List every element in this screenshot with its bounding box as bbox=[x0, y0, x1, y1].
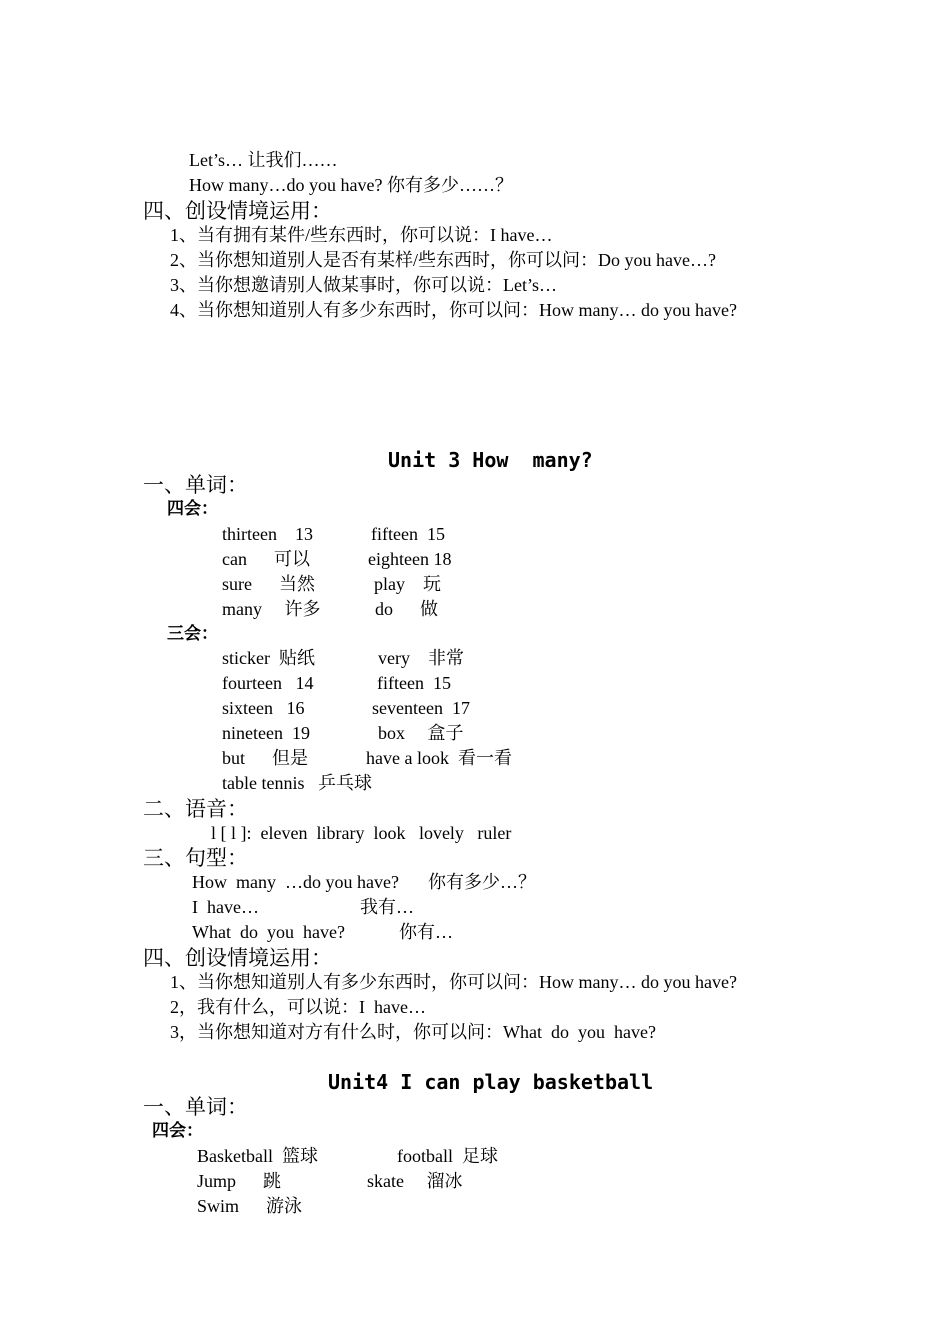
section-heading: 四、创设情境运用： bbox=[143, 199, 332, 223]
usage-item: 1、当你想知道别人有多少东西时，你可以问：How many… do you have? bbox=[170, 972, 737, 992]
word-entry: many 许多 bbox=[222, 599, 321, 619]
word-entry: fifteen 15 bbox=[371, 524, 445, 544]
word-entry: very 非常 bbox=[378, 648, 464, 668]
four-skill-label: 四会： bbox=[152, 1121, 203, 1141]
usage-item: 2，我有什么，可以说：I have… bbox=[170, 997, 426, 1017]
usage-item: 4、当你想知道别人有多少东西时，你可以问：How many… do you have? bbox=[170, 300, 737, 320]
word-entry: football 足球 bbox=[397, 1146, 498, 1166]
sentence-zh: 你有多少…？ bbox=[428, 872, 536, 892]
word-entry: thirteen 13 bbox=[222, 524, 313, 544]
word-entry: sure 当然 bbox=[222, 574, 315, 594]
howmany-line: How many…do you have? 你有多少……？ bbox=[189, 175, 513, 195]
word-entry: can 可以 bbox=[222, 549, 310, 569]
phonics-line: l [ l ]: eleven library look lovely ruler bbox=[211, 823, 512, 843]
word-entry: have a look 看一看 bbox=[366, 748, 512, 768]
four-skill-label: 四会： bbox=[167, 499, 218, 519]
unit3-title: Unit 3 How many? bbox=[388, 448, 593, 472]
word-entry: play 玩 bbox=[374, 574, 441, 594]
word-entry: sticker 贴纸 bbox=[222, 648, 315, 668]
word-entry: do 做 bbox=[375, 599, 438, 619]
word-entry: seventeen 17 bbox=[372, 698, 470, 718]
phonics-heading: 二、语音： bbox=[143, 797, 248, 821]
word-entry: fourteen 14 bbox=[222, 673, 314, 693]
word-entry: eighteen 18 bbox=[368, 549, 452, 569]
word-entry: table tennis 乒乓球 bbox=[222, 773, 372, 793]
unit4-title: Unit4 I can play basketball bbox=[328, 1070, 654, 1094]
sentence-en: I have… bbox=[192, 897, 259, 917]
usage-item: 3，当你想知道对方有什么时，你可以问：What do you have? bbox=[170, 1022, 656, 1042]
word-entry: box 盒子 bbox=[378, 723, 464, 743]
usage-item: 3、当你想邀请别人做某事时，你可以说：Let’s… bbox=[170, 275, 557, 295]
word-entry: Swim 游泳 bbox=[197, 1196, 303, 1216]
word-entry: fifteen 15 bbox=[377, 673, 451, 693]
sentence-zh: 我有… bbox=[360, 897, 414, 917]
sentence-en: How many …do you have? bbox=[192, 872, 399, 892]
vocab-heading: 一、单词： bbox=[143, 1095, 248, 1119]
word-entry: Basketball 篮球 bbox=[197, 1146, 318, 1166]
word-entry: sixteen 16 bbox=[222, 698, 305, 718]
sentence-en: What do you have? bbox=[192, 922, 345, 942]
lets-line: Let’s… 让我们…… bbox=[189, 150, 338, 170]
word-entry: skate 溜冰 bbox=[367, 1171, 463, 1191]
sentence-heading: 三、句型： bbox=[143, 846, 248, 870]
word-entry: but 但是 bbox=[222, 748, 309, 768]
usage-item: 1、当有拥有某件/些东西时，你可以说：I have… bbox=[170, 225, 553, 245]
vocab-heading: 一、单词： bbox=[143, 473, 248, 497]
usage-item: 2、当你想知道别人是否有某样/些东西时，你可以问：Do you have…? bbox=[170, 250, 716, 270]
usage-heading: 四、创设情境运用： bbox=[143, 946, 332, 970]
three-skill-label: 三会： bbox=[167, 624, 218, 644]
word-entry: nineteen 19 bbox=[222, 723, 310, 743]
word-entry: Jump 跳 bbox=[197, 1171, 282, 1191]
sentence-zh: 你有… bbox=[399, 922, 453, 942]
